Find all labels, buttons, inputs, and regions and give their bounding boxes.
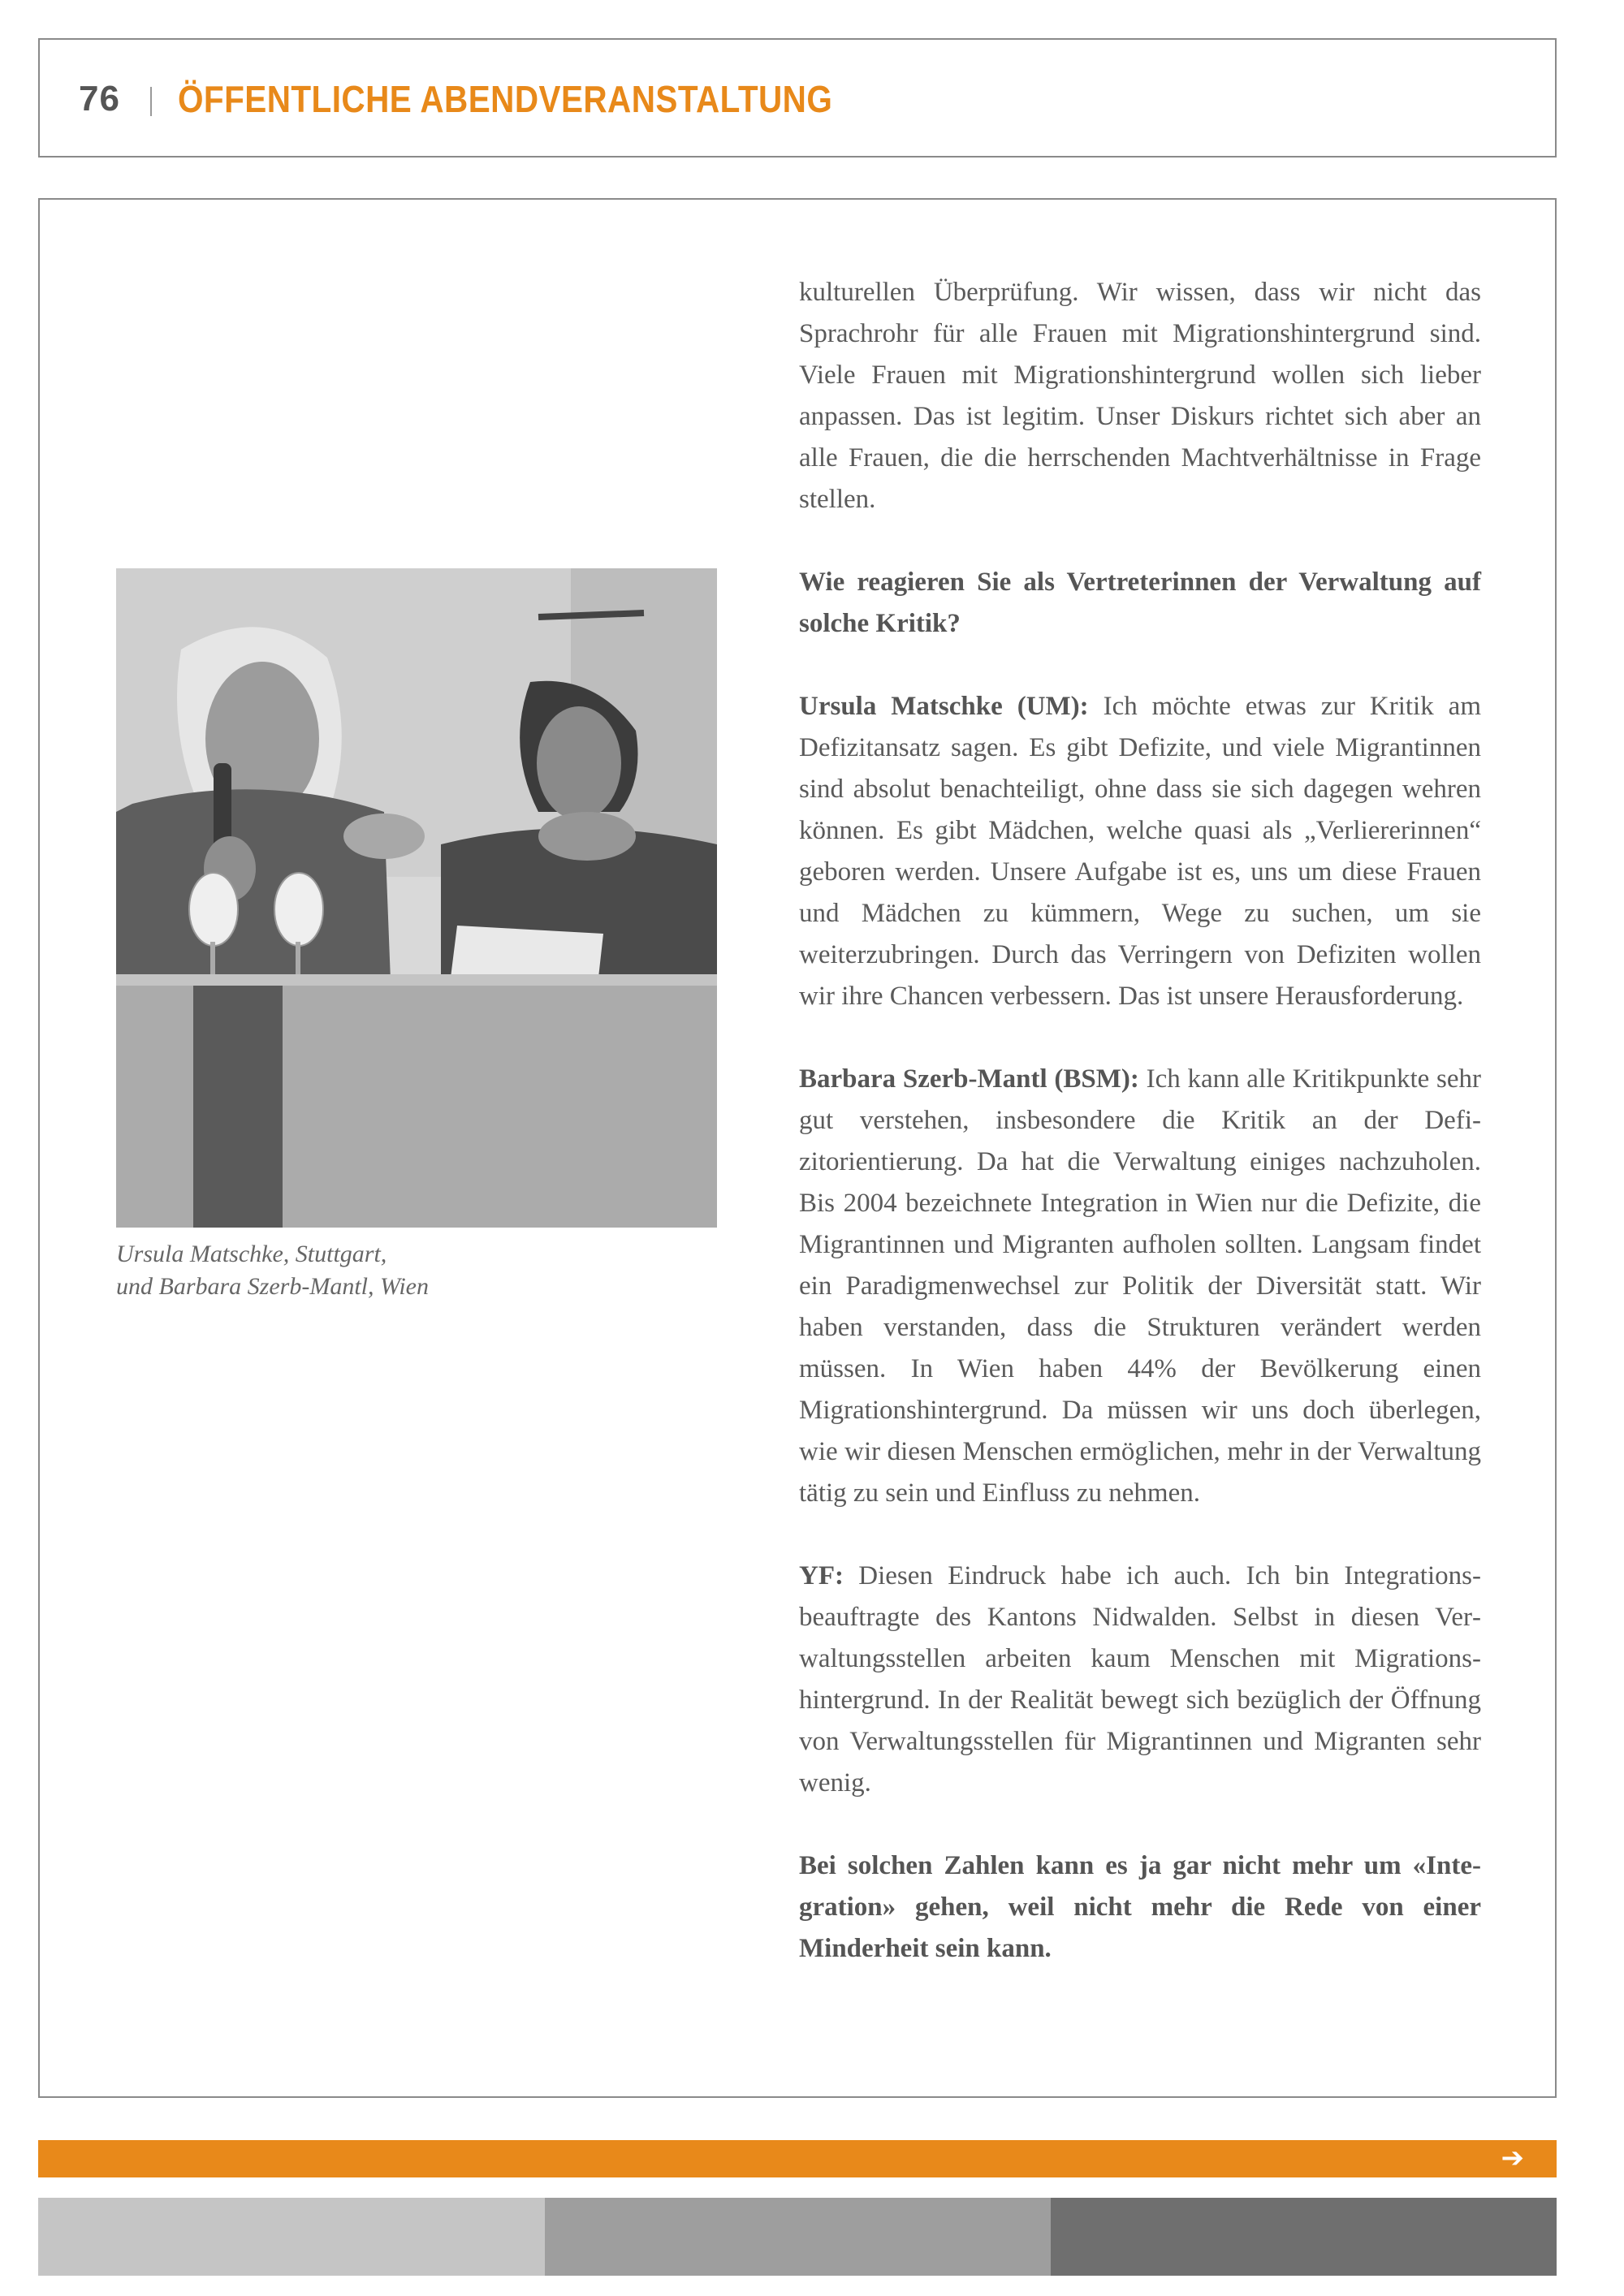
paragraph-bsm	[799, 1059, 1481, 1514]
speaker-um: Ursula Matschke (UM):	[799, 692, 1089, 721]
answer-um: Ich möchte etwas zur Kritik am Defizitansatz sagen. Es gibt Defizite, und viele Migrantinnen sind absolut benachteiligt, ohne dass sie sich dagegen wehren können. Es gibt Mädchen, welche quasi als „Verliererinnen“ geboren werden. Unsere Aufgabe ist es, uns um diese Frauen und Mädchen zu kümmern, Wege zu suchen, um sie weiterzubringen. Durch das Verringern von Defiziten wollen wir ihre Chancen verbessern. Das ist unsere Herausforderung.	[799, 692, 1481, 1011]
paragraph-intro: kulturellen Überprüfung. Wir wissen, dass wir nicht das Sprachrohr für alle Frauen mit Migrationshintergrund sind. Viele Frauen mit Migrationshintergrund wollen sich lieber anpassen. Das ist legitim. Unser Diskurs richtet sich aber an alle Frauen, die die herrschenden Machtverhältnisse in Frage stellen.	[799, 278, 1481, 514]
footer-bar-mid	[545, 2198, 1051, 2276]
footer-bar-light	[38, 2198, 545, 2276]
question-1: Wie reagieren Sie als Vertreterinnen der Verwaltung auf solche Kritik?	[799, 568, 1481, 638]
paragraph-um	[799, 686, 1481, 1017]
footer-orange-bar	[38, 2140, 1557, 2177]
header-divider	[150, 87, 152, 116]
speaker-yf: YF:	[799, 1561, 844, 1590]
answer-yf: Diesen Eindruck habe ich auch. Ich bin Integrationsbeauftragte des Kantons Nidwalden. Selbst in diesen Verwaltungsstellen arbeiten kaum Menschen mit Migrationshintergrund. In der Realität bewegt sich bezüglich der Öffnung von Verwaltungsstellen für Migrantinnen und Migranten sehr wenig.	[799, 1561, 1481, 1798]
header-box	[38, 38, 1557, 158]
caption-line-2: und Barbara Szerb-Mantl, Wien	[116, 1273, 429, 1300]
footer-bar-dark	[1051, 2198, 1557, 2276]
page-number: 76	[79, 79, 120, 119]
paragraph-yf	[799, 1556, 1481, 1804]
section-title: ÖFFENTLICHE ABENDVERANSTALTUNG	[178, 78, 833, 120]
speaker-bsm: Barbara Szerb-Mantl (BSM):	[799, 1064, 1139, 1094]
caption-line-1: Ursula Matschke, Stuttgart,	[116, 1241, 387, 1267]
next-page-arrow-icon[interactable]: ➔	[1501, 2142, 1524, 2174]
photo-caption	[116, 1238, 685, 1303]
panel-photo	[116, 568, 717, 1228]
question-2: Bei solchen Zahlen kann es ja gar nicht mehr um «Integration» gehen, weil nicht mehr die Rede von einer Minderheit sein kann.	[799, 1851, 1481, 1963]
article-text	[799, 272, 1481, 2011]
answer-bsm: Ich kann alle Kritikpunkte sehr gut verstehen, insbesondere die Kritik an der Defizitorientierung. Da hat die Verwaltung einiges nachzuholen. Bis 2004 bezeichnete Integration in Wien nur die Defizite, die Migrantinnen und Migranten aufholen sollten. Langsam findet ein Paradigmenwechsel zur Politik der Diversität statt. Wir haben verstanden, dass die Strukturen verändert werden müssen. In Wien haben 44% der Bevölkerung einen Migrationshintergrund. Da müssen wir uns doch überlegen, wie wir diesen Menschen ermöglichen, mehr in der Verwaltung tätig zu sein und Einfluss zu nehmen.	[799, 1064, 1481, 1508]
